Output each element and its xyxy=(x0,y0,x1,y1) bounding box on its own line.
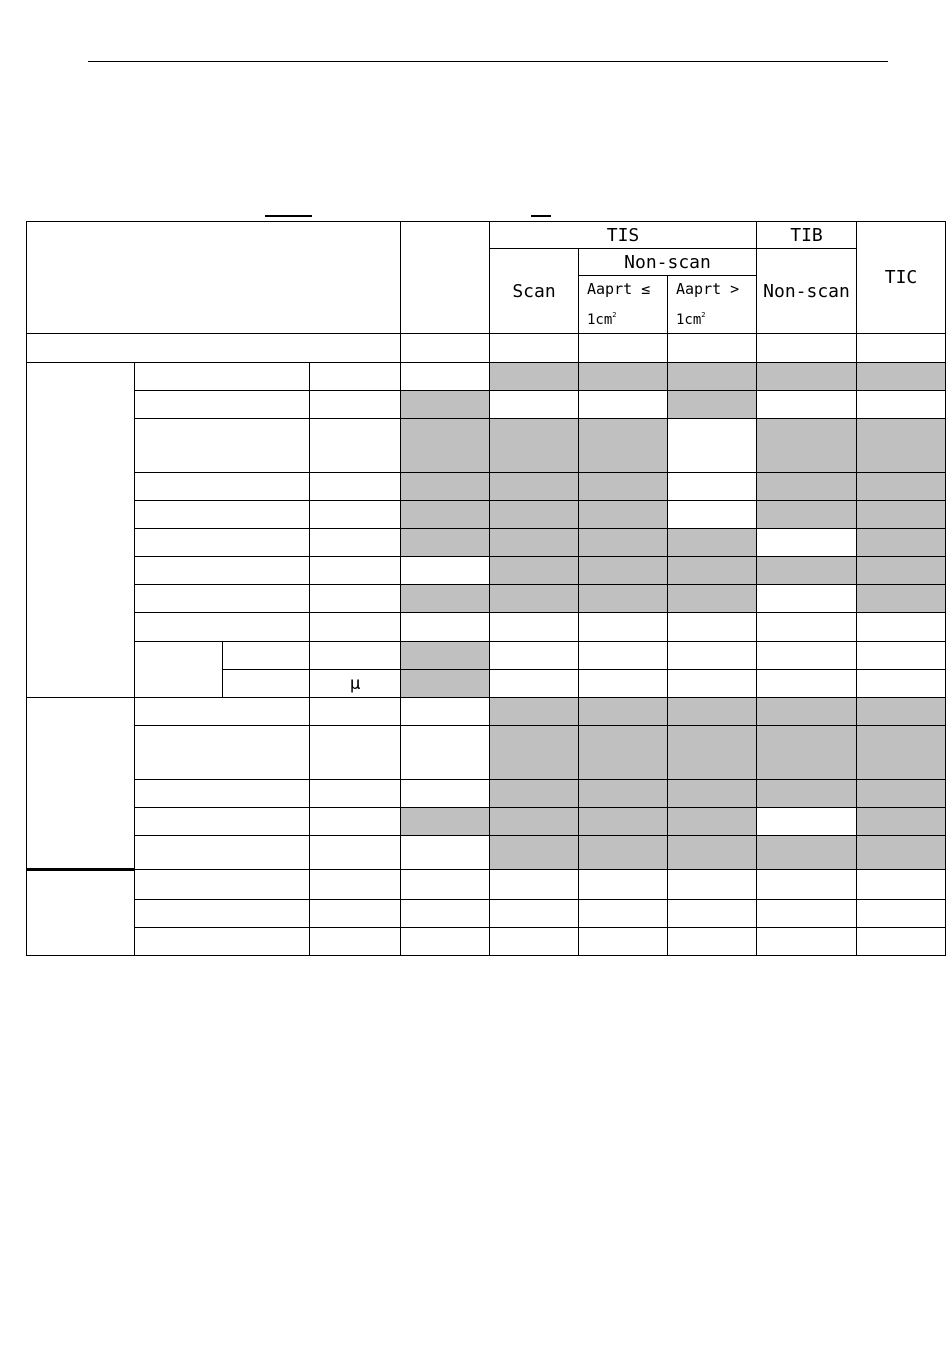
table-cell xyxy=(401,334,490,363)
table-cell xyxy=(668,613,757,642)
shaded-cell xyxy=(490,363,579,391)
table-cell xyxy=(757,613,857,642)
table-cell xyxy=(490,670,579,698)
table-cell xyxy=(757,870,857,900)
shaded-cell xyxy=(579,808,668,836)
table-cell xyxy=(757,585,857,613)
table-cell xyxy=(310,928,401,956)
shaded-cell xyxy=(401,473,490,501)
table-cell xyxy=(310,698,401,726)
table-cell xyxy=(401,836,490,870)
shaded-cell xyxy=(857,808,946,836)
table-cell xyxy=(310,391,401,419)
table-cell xyxy=(310,870,401,900)
shaded-cell xyxy=(490,836,579,870)
table-cell xyxy=(135,780,310,808)
table-cell xyxy=(135,726,310,780)
table-cell xyxy=(135,501,310,529)
table-cell xyxy=(579,642,668,670)
table-row xyxy=(27,900,946,928)
shaded-cell xyxy=(579,780,668,808)
table-cell xyxy=(401,698,490,726)
table-row xyxy=(27,501,946,529)
table-cell xyxy=(135,419,310,473)
table-cell xyxy=(401,780,490,808)
shaded-cell xyxy=(490,698,579,726)
table-row xyxy=(27,808,946,836)
shaded-cell xyxy=(401,501,490,529)
shaded-cell xyxy=(757,836,857,870)
table-cell xyxy=(310,613,401,642)
shaded-cell xyxy=(579,836,668,870)
scan-header: Scan xyxy=(490,249,579,334)
table-cell xyxy=(401,726,490,780)
table-cell xyxy=(579,870,668,900)
table-cell xyxy=(857,391,946,419)
group-label-cell xyxy=(27,698,135,870)
shaded-cell xyxy=(579,363,668,391)
table-row xyxy=(27,836,946,870)
table-cell xyxy=(490,900,579,928)
shaded-cell xyxy=(579,698,668,726)
sub-group-cell xyxy=(135,642,223,698)
shaded-cell xyxy=(579,585,668,613)
tis-header: TIS xyxy=(490,222,757,249)
shaded-cell xyxy=(757,363,857,391)
table-cell xyxy=(579,613,668,642)
shaded-cell xyxy=(857,698,946,726)
table-cell xyxy=(310,529,401,557)
table-cell xyxy=(135,900,310,928)
table-cell xyxy=(757,670,857,698)
table-cell xyxy=(135,391,310,419)
table-cell xyxy=(401,557,490,585)
table-cell xyxy=(857,900,946,928)
table-cell xyxy=(401,928,490,956)
shaded-cell xyxy=(668,529,757,557)
table-row xyxy=(27,473,946,501)
table-cell xyxy=(668,870,757,900)
group-label-cell xyxy=(27,363,135,698)
shaded-cell xyxy=(401,670,490,698)
header-blank xyxy=(401,222,490,334)
shaded-cell xyxy=(668,726,757,780)
table-row xyxy=(27,870,946,900)
table-cell xyxy=(27,334,401,363)
table-cell xyxy=(135,613,310,642)
table-cell xyxy=(668,642,757,670)
table-cell xyxy=(135,585,310,613)
acoustic-output-table xyxy=(26,221,946,956)
shaded-cell xyxy=(579,419,668,473)
table-cell xyxy=(757,391,857,419)
shaded-cell xyxy=(490,585,579,613)
shaded-cell xyxy=(668,780,757,808)
shaded-cell xyxy=(668,391,757,419)
shaded-cell xyxy=(401,391,490,419)
table-cell xyxy=(135,836,310,870)
shaded-cell xyxy=(757,419,857,473)
table-cell xyxy=(668,419,757,473)
shaded-cell xyxy=(579,473,668,501)
mu-unit-cell: μ xyxy=(310,670,401,698)
table-cell xyxy=(857,334,946,363)
group-label-cell xyxy=(27,870,135,956)
table-cell xyxy=(757,334,857,363)
table-cell xyxy=(668,334,757,363)
shaded-cell xyxy=(668,363,757,391)
table-cell xyxy=(857,870,946,900)
table-cell xyxy=(757,642,857,670)
shaded-cell xyxy=(490,780,579,808)
table-row xyxy=(27,642,946,670)
table-cell xyxy=(579,900,668,928)
table-cell xyxy=(401,870,490,900)
table-row xyxy=(27,334,946,363)
shaded-cell xyxy=(579,529,668,557)
table-cell xyxy=(857,613,946,642)
table-row xyxy=(27,363,946,391)
tib-header: TIB xyxy=(757,222,857,249)
table-cell xyxy=(579,334,668,363)
table-row xyxy=(27,585,946,613)
shaded-cell xyxy=(401,808,490,836)
table-cell xyxy=(401,363,490,391)
shaded-cell xyxy=(857,585,946,613)
shaded-cell xyxy=(757,726,857,780)
table-row xyxy=(27,557,946,585)
table-cell xyxy=(857,670,946,698)
shaded-cell xyxy=(857,363,946,391)
table-row xyxy=(27,780,946,808)
table-cell xyxy=(857,928,946,956)
table-cell xyxy=(579,391,668,419)
table-cell xyxy=(310,780,401,808)
shaded-cell xyxy=(401,585,490,613)
table-cell xyxy=(310,726,401,780)
table-cell xyxy=(135,557,310,585)
header-row xyxy=(27,222,946,249)
table-cell xyxy=(310,585,401,613)
shaded-cell xyxy=(668,808,757,836)
table-cell xyxy=(757,900,857,928)
underline-mark xyxy=(265,215,312,217)
shaded-cell xyxy=(857,473,946,501)
shaded-cell xyxy=(490,557,579,585)
table-row xyxy=(27,419,946,473)
shaded-cell xyxy=(490,501,579,529)
table-cell xyxy=(490,928,579,956)
table-cell xyxy=(401,613,490,642)
table-row xyxy=(27,928,946,956)
table-cell xyxy=(135,473,310,501)
table-cell xyxy=(310,808,401,836)
shaded-cell xyxy=(490,473,579,501)
shaded-cell xyxy=(857,836,946,870)
tic-header: TIC xyxy=(857,222,946,334)
table-cell xyxy=(579,928,668,956)
table-cell xyxy=(401,900,490,928)
table-row xyxy=(27,391,946,419)
table-cell xyxy=(490,613,579,642)
shaded-cell xyxy=(757,698,857,726)
shaded-cell xyxy=(668,836,757,870)
aprt-large-header: Aaprt > $1cm^2$ xyxy=(668,276,757,334)
shaded-cell xyxy=(757,501,857,529)
table-row xyxy=(27,698,946,726)
shaded-cell xyxy=(401,419,490,473)
shaded-cell xyxy=(857,501,946,529)
nonscan-header: Non-scan xyxy=(579,249,757,276)
table-cell xyxy=(490,334,579,363)
table-cell xyxy=(135,808,310,836)
shaded-cell xyxy=(579,501,668,529)
table-cell xyxy=(668,501,757,529)
underline-mark xyxy=(531,215,551,217)
table-cell xyxy=(310,900,401,928)
table-cell xyxy=(135,698,310,726)
shaded-cell xyxy=(857,557,946,585)
table-cell xyxy=(490,391,579,419)
shaded-cell xyxy=(668,698,757,726)
table-cell xyxy=(310,363,401,391)
shaded-cell xyxy=(490,419,579,473)
table-row xyxy=(27,726,946,780)
table-row xyxy=(27,529,946,557)
table-cell xyxy=(757,808,857,836)
tib-nonscan-header: Non-scan xyxy=(757,249,857,334)
aprt-small-header: Aaprt ≤ $1cm^2$ xyxy=(579,276,668,334)
shaded-cell xyxy=(490,726,579,780)
shaded-cell xyxy=(857,529,946,557)
shaded-cell xyxy=(757,473,857,501)
table-cell xyxy=(490,642,579,670)
table-cell xyxy=(490,870,579,900)
shaded-cell xyxy=(757,557,857,585)
shaded-cell xyxy=(857,419,946,473)
table-cell xyxy=(668,473,757,501)
table-cell xyxy=(857,642,946,670)
table-cell xyxy=(223,642,310,670)
shaded-cell xyxy=(579,726,668,780)
table-cell xyxy=(135,529,310,557)
table-cell xyxy=(668,900,757,928)
header-blank xyxy=(27,222,401,334)
table-cell xyxy=(757,529,857,557)
table-cell xyxy=(135,870,310,900)
shaded-cell xyxy=(490,529,579,557)
shaded-cell xyxy=(401,529,490,557)
table-cell xyxy=(135,363,310,391)
shaded-cell xyxy=(579,557,668,585)
table-cell xyxy=(310,836,401,870)
shaded-cell xyxy=(668,585,757,613)
table-cell xyxy=(668,928,757,956)
table-cell xyxy=(135,928,310,956)
table-cell xyxy=(310,557,401,585)
shaded-cell xyxy=(757,780,857,808)
shaded-cell xyxy=(857,780,946,808)
shaded-cell xyxy=(490,808,579,836)
table-cell xyxy=(757,928,857,956)
table-cell xyxy=(310,473,401,501)
table-cell xyxy=(310,642,401,670)
shaded-cell xyxy=(668,557,757,585)
shaded-cell xyxy=(857,726,946,780)
header-rule xyxy=(88,61,888,62)
table-cell xyxy=(310,419,401,473)
table-cell xyxy=(579,670,668,698)
table-cell xyxy=(310,501,401,529)
table-cell xyxy=(668,670,757,698)
table-row xyxy=(27,613,946,642)
shaded-cell xyxy=(401,642,490,670)
table-cell xyxy=(223,670,310,698)
